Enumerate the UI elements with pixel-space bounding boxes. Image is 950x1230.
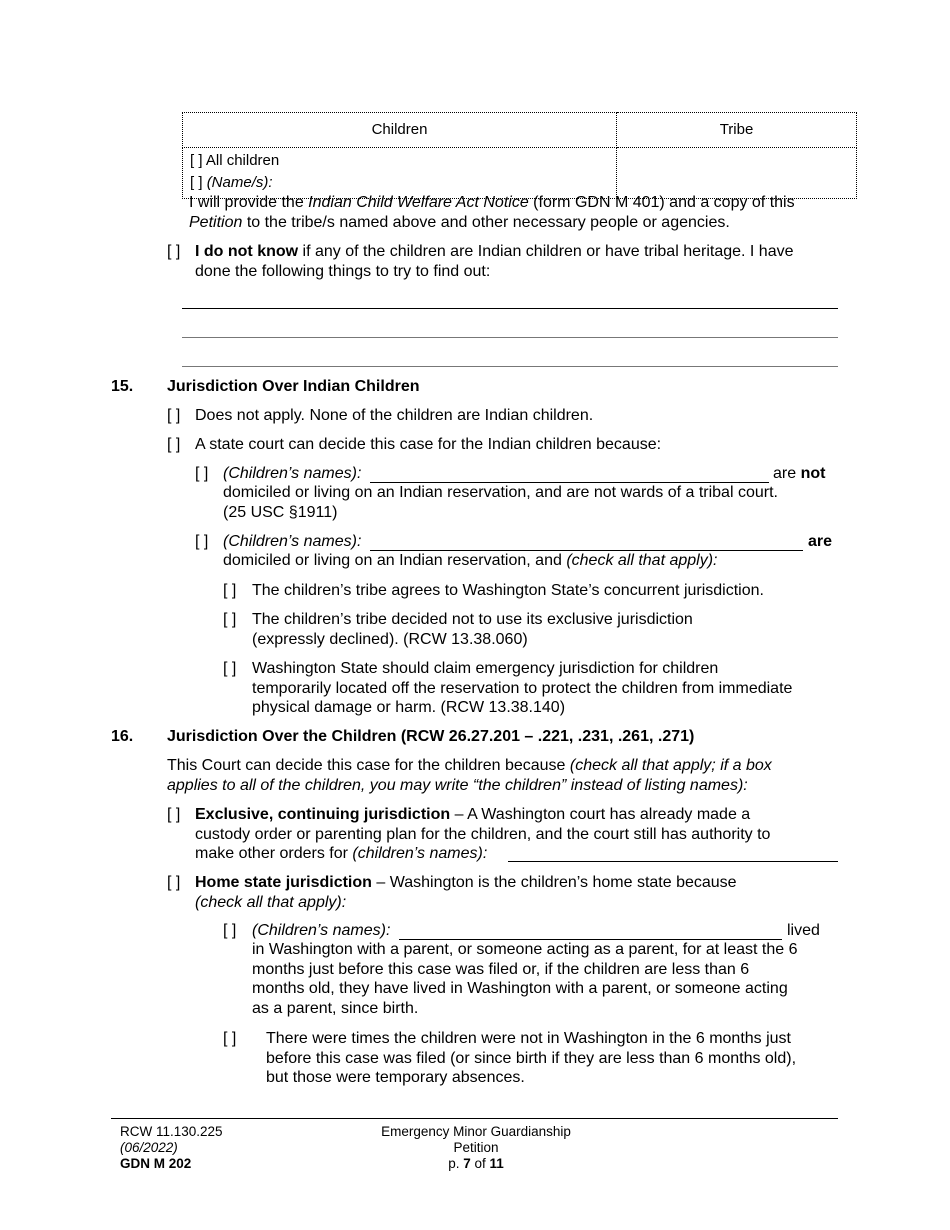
section-16-title: Jurisdiction Over the Children (RCW 26.27.201 – .221, .231, .261, .271): [167, 728, 695, 745]
emergency-line3: physical damage or harm. (RCW 13.38.140): [252, 699, 566, 716]
exclusive-jurisdiction-text: [195, 805, 845, 864]
notice-text: to the tribe/s named above and other necessary people or agencies.: [242, 213, 730, 231]
domiciled-line2: [223, 551, 718, 571]
footer-divider: [111, 1118, 838, 1119]
domiciled-text: domiciled or living on an Indian reservation, and: [223, 552, 567, 569]
notice-paragraph: [189, 193, 849, 232]
tribe-cell[interactable]: [617, 148, 857, 199]
current-page: 7: [463, 1156, 471, 1171]
childrens-names-label: (Children’s names):: [252, 922, 391, 939]
answer-line-1[interactable]: [182, 308, 838, 309]
total-pages: 11: [489, 1156, 504, 1171]
exclusive-jurisdiction-checkbox[interactable]: [ ]: [167, 806, 181, 823]
absence-line1: There were times the children were not in Washington in the 6 months just: [266, 1030, 791, 1047]
tribe-column-header: Tribe: [617, 113, 857, 148]
not-word: not: [800, 465, 826, 482]
exclusive-names-field[interactable]: [508, 861, 838, 862]
childrens-names-label: (children’s names):: [352, 845, 488, 862]
children-column-header: Children: [183, 113, 617, 148]
page-of: of: [470, 1156, 490, 1171]
does-not-apply-checkbox[interactable]: [ ]: [167, 407, 181, 424]
childrens-names-label: (Children’s names):: [223, 465, 362, 482]
lived-line4: months old, they have lived in Washington with a parent, or someone acting: [252, 980, 788, 997]
tribe-table: [182, 112, 857, 199]
page-number: [336, 1156, 616, 1172]
declined-line1: The children’s tribe decided not to use its exclusive jurisdiction: [252, 611, 693, 628]
emergency-label: [252, 659, 792, 718]
footer-center: [336, 1124, 616, 1172]
declined-checkbox[interactable]: [ ]: [223, 611, 237, 628]
all-children-checkbox[interactable]: [ ]: [190, 152, 203, 169]
lived-names-label: [252, 921, 390, 941]
children-cell: [183, 148, 617, 199]
declined-label: [252, 610, 693, 649]
state-court-checkbox[interactable]: [ ]: [167, 436, 181, 453]
not-domiciled-checkbox[interactable]: [ ]: [195, 465, 209, 482]
intro-text: This Court can decide this case for the children because: [167, 757, 570, 774]
exclusive-line2: custody order or parenting plan for the children, and the court still has authority to: [195, 825, 771, 843]
section-15-title: Jurisdiction Over Indian Children: [167, 378, 420, 395]
footer-form-number: GDN M 202: [120, 1156, 192, 1171]
lived-checkbox[interactable]: [ ]: [223, 922, 237, 939]
are-word-bold: are: [808, 533, 833, 550]
childrens-names-label: (Children’s names):: [223, 533, 362, 550]
intro-note-line2: applies to all of the children, you may write “the children” instead of listing names):: [167, 776, 748, 794]
home-state-note: (check all that apply):: [195, 893, 347, 911]
dont-know-line1: if any of the children are Indian children or have tribal heritage. I have: [298, 243, 794, 260]
dont-know-text: [195, 242, 855, 281]
home-state-text: [195, 873, 845, 912]
lived-line5: as a parent, since birth.: [252, 999, 419, 1017]
concurrent-label: The children’s tribe agrees to Washington State’s concurrent jurisdiction.: [252, 582, 764, 599]
dont-know-checkbox[interactable]: [ ]: [167, 243, 181, 260]
answer-line-3[interactable]: [182, 366, 838, 367]
footer-left: [120, 1124, 223, 1172]
intro-note: (check all that apply; if a box: [569, 757, 772, 774]
page-prefix: p.: [448, 1156, 464, 1171]
answer-line-2[interactable]: [182, 337, 838, 338]
exclusive-line1: – A Washington court has already made a: [450, 806, 751, 823]
check-all-note: (check all that apply):: [566, 552, 718, 569]
petition-word: Petition: [189, 213, 243, 231]
section-16-number: 16.: [111, 728, 134, 745]
does-not-apply-label: Does not apply. None of the children are Indian children.: [195, 407, 594, 424]
names-row: [190, 172, 616, 194]
icwa-notice-title: Indian Child Welfare Act Notice: [308, 194, 529, 211]
are-word: are: [773, 465, 801, 482]
home-state-checkbox[interactable]: [ ]: [167, 874, 181, 891]
absence-line3: but those were temporary absences.: [266, 1069, 525, 1086]
exclusive-jurisdiction-title: Exclusive, continuing jurisdiction: [195, 806, 451, 823]
footer-title-line2: Petition: [453, 1140, 499, 1155]
domiciled-checkbox[interactable]: [ ]: [195, 533, 209, 550]
declined-line2: (expressly declined). (RCW 13.38.060): [252, 630, 528, 648]
notice-text: (form GDN M 401) and a copy of this: [528, 194, 795, 211]
concurrent-checkbox[interactable]: [ ]: [223, 582, 237, 599]
not-domiciled-line2: domiciled or living on an Indian reservation, and are not wards of a tribal court.: [223, 484, 778, 501]
notice-text: I will provide the: [189, 194, 309, 211]
emergency-line2: temporarily located off the reservation to protect the children from immediate: [252, 679, 793, 697]
lived-word: lived: [787, 922, 820, 939]
footer-date: (06/2022): [120, 1140, 178, 1155]
section-16-intro: [167, 756, 847, 795]
temporary-absence-text: [266, 1029, 856, 1088]
lived-line3: months just before this case was filed or, if the children are less than 6: [252, 960, 750, 978]
dont-know-line2: done the following things to try to find out:: [195, 262, 491, 280]
state-court-label: A state court can decide this case for the Indian children because:: [195, 436, 662, 453]
names-checkbox[interactable]: [ ]: [190, 174, 203, 191]
home-state-title: Home state jurisdiction: [195, 874, 372, 891]
domiciled-names-label: [223, 532, 361, 552]
are-not-text: [773, 464, 825, 484]
temporary-absence-checkbox[interactable]: [ ]: [223, 1030, 237, 1047]
lived-text: [252, 940, 852, 1018]
not-domiciled-names-label: [223, 464, 361, 484]
emergency-line1: Washington State should claim emergency jurisdiction for children: [252, 660, 719, 677]
all-children-row: [190, 150, 616, 172]
lived-line2: in Washington with a parent, or someone acting as a parent, for at least the 6: [252, 941, 798, 958]
absence-line2: before this case was filed (or since birth if they are less than 6 months old),: [266, 1049, 797, 1067]
section-15-number: 15.: [111, 378, 134, 395]
not-domiciled-citation: (25 USC §1911): [223, 504, 338, 521]
all-children-label: All children: [205, 152, 280, 169]
footer-title-line1: Emergency Minor Guardianship: [381, 1124, 571, 1139]
dont-know-bold: I do not know: [195, 243, 299, 260]
names-label: (Name/s):: [206, 174, 273, 191]
footer-rcw: RCW 11.130.225: [120, 1124, 223, 1139]
emergency-checkbox[interactable]: [ ]: [223, 660, 237, 677]
exclusive-line3: make other orders for: [195, 845, 353, 862]
home-state-line1: – Washington is the children’s home state because: [371, 874, 737, 891]
